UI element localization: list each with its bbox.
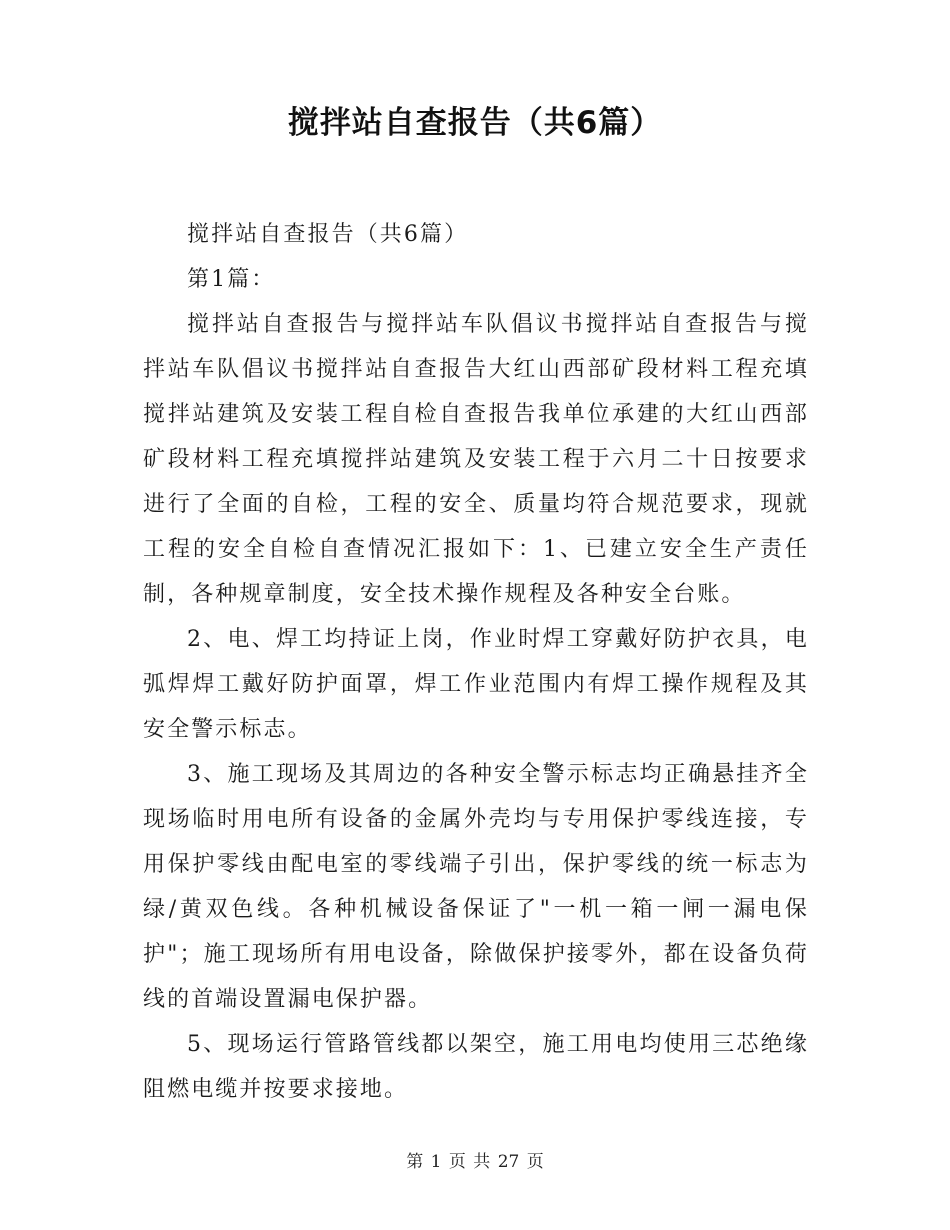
chapter-label: 第1篇： — [187, 267, 276, 292]
document-body — [143, 212, 809, 1112]
body-paragraph: 2、电、焊工均持证上岗，作业时焊工穿戴好防护衣具，电弧焊焊工戴好防护面罩，焊工作业范围内有焊工操作规程及其安全警示标志。 — [143, 627, 809, 742]
body-paragraph: 3、施工现场及其周边的各种安全警示标志均正确悬挂齐全现场临时用电所有设备的金属外壳均与专用保护零线连接，专用保护零线由配电室的零线端子引出，保护零线的统一标志为绿/黄双色线。各种机械设备保证了"一机一箱一闸一漏电保护"；施工现场所有用电设备，除做保护接零外，都在设备负荷线的首端设置漏电保护器。 — [143, 762, 809, 1012]
subtitle-paragraph: 搅拌站自查报告（共6篇） — [187, 222, 469, 247]
body-paragraph: 5、现场运行管路管线都以架空，施工用电均使用三芯绝缘阻燃电缆并按要求接地。 — [143, 1032, 809, 1102]
page-number-footer: 第 1 页 共 27 页 — [406, 1152, 544, 1172]
body-paragraph: 搅拌站自查报告与搅拌站车队倡议书搅拌站自查报告与搅拌站车队倡议书搅拌站自查报告大红山西部矿段材料工程充填搅拌站建筑及安装工程自检自查报告我单位承建的大红山西部矿段材料工程充填搅拌站建筑及安装工程于六月二十日按要求进行了全面的自检，工程的安全、质量均符合规范要求，现就工程的安全自检自查情况汇报如下：1、已建立安全生产责任制，各种规章制度，安全技术操作规程及各种安全台账。 — [143, 312, 809, 607]
document-title: 搅拌站自查报告（共6篇） — [287, 105, 663, 141]
